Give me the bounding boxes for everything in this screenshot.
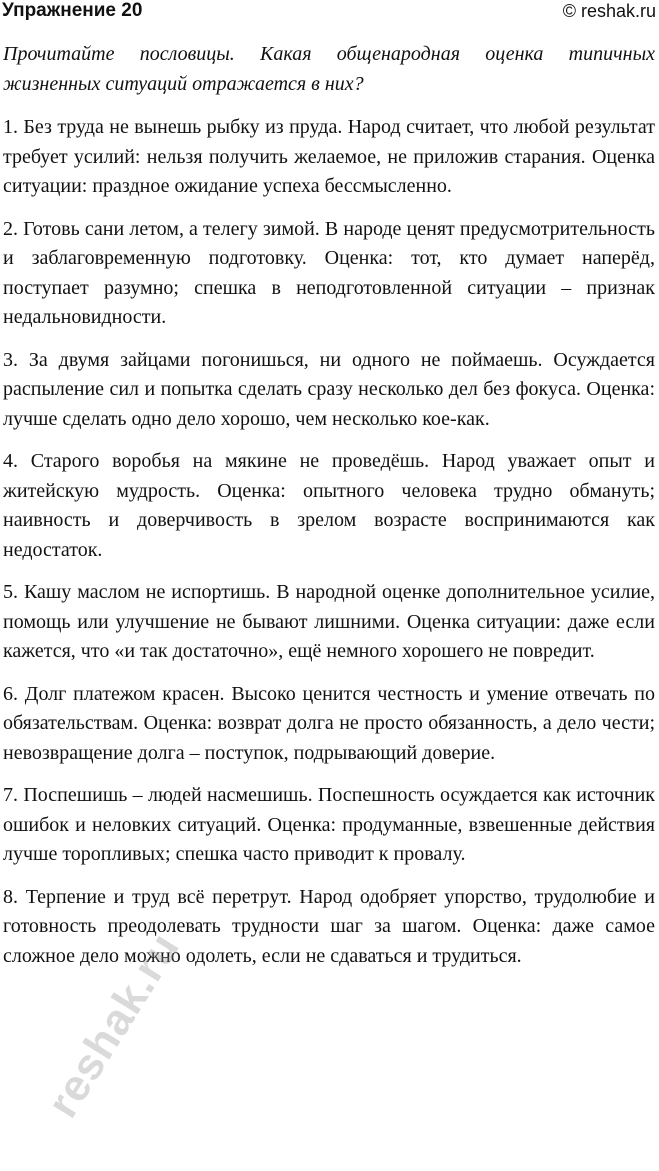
proverb-item-7: 7. Поспешишь – людей насмешишь. Поспешность осуждается как источник ошибок и неловких ситуаций. Оценка: продуманные, взвешенные действия лучше торопливых; спешка часто приводит к провалу.: [3, 784, 655, 865]
proverb-item-5: 5. Кашу маслом не испортишь. В народной оценке дополнительное усилие, помощь или улучшение не бывают лишними. Оценка ситуации: даже если кажется, что «и так достаточно», ещё немного хорошего не повредит.: [3, 581, 655, 662]
proverb-item-6: 6. Долг платежом красен. Высоко ценится честность и умение отвечать по обязательствам. Оценка: возврат долга не просто обязанность, а дело чести; невозвращение долга – поступок, подрывающий доверие.: [3, 682, 655, 764]
proverb-item-8: 8. Терпение и труд всё перетрут. Народ одобряет упорство, трудолюбие и готовность преодолевать трудности шаг за шагом. Оценка: даже самое сложное дело можно одолеть, если не сдаваться и трудиться.: [3, 885, 655, 967]
document-body: [3, 40, 655, 984]
proverb-item-1: 1. Без труда не вынешь рыбку из пруда. Народ считает, что любой результат требует усилий: нельзя получить желаемое, не приложив старания. Оценка ситуации: праздное ожидание успеха бессмысленно.: [3, 116, 655, 197]
page-header: [0, 0, 659, 28]
proverb-item-4: 4. Старого воробья на мякине не проведёшь. Народ уважает опыт и житейскую мудрость. Оценка: опытного человека трудно обмануть; наивность и доверчивость в зрелом возрасте воспринимаются как недостаток.: [3, 450, 655, 561]
source-credit: © reshak.ru: [562, 1, 656, 21]
proverb-item-2: 2. Готовь сани летом, а телегу зимой. В народе ценят предусмотрительность и заблаговременную подготовку. Оценка: тот, кто думает наперёд, поступает разумно; спешка в неподготовленной ситуации – признак недальновидности.: [3, 217, 655, 328]
proverb-item-3: 3. За двумя зайцами погонишься, ни одного не поймаешь. Осуждается распыление сил и попытка сделать сразу несколько дел без фокуса. Оценка: лучше сделать одно дело хорошо, чем несколько кое-как.: [3, 348, 655, 430]
task-instruction: Прочитайте пословицы. Какая общенародная оценка типичных жизненных ситуаций отражается в них?: [3, 43, 655, 95]
watermark: reshak.ru: [38, 924, 190, 1126]
exercise-title: Упражнение 20: [2, 0, 143, 21]
